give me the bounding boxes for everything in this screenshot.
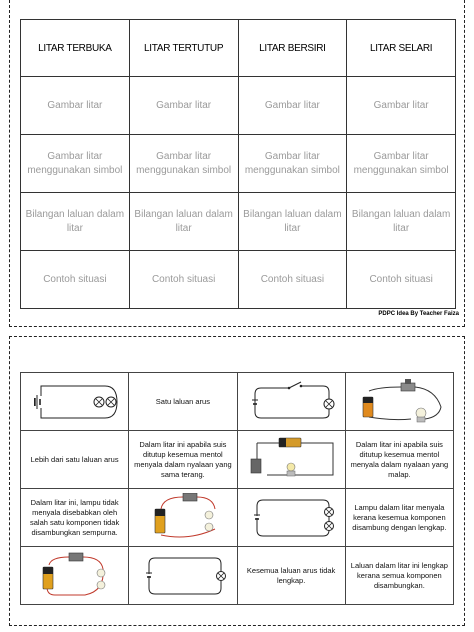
cell-gambar-simbol[interactable]: Gambar litar menggunakan simbol (129, 135, 238, 193)
cell-contoh-situasi[interactable]: Contoh situasi (21, 251, 130, 309)
card-text-lampu-menyala[interactable]: Lampu dalam litar menyala kerana kesemua komponen disambung dengan lengkap. (345, 489, 453, 547)
card-text-lampu-tidak[interactable]: Dalam litar ini, lampu tidak menyala disebabkan oleh salah satu komponen tidak disambungkan sempurna. (21, 489, 129, 547)
series-circuit-picture (25, 551, 125, 601)
battery-switch-bulb-picture (349, 377, 449, 427)
open-circuit-symbol-diagram (25, 380, 125, 424)
header-litar-terbuka: LITAR TERBUKA (21, 20, 130, 77)
card-lebih-laluan[interactable]: Lebih dari satu laluan arus (21, 431, 129, 489)
card-text-laluan-lengkap[interactable]: Laluan dalam litar ini lengkap kerana semua komponen disambungkan. (345, 547, 453, 605)
cell-gambar-litar[interactable]: Gambar litar (21, 77, 130, 135)
cell-gambar-litar[interactable]: Gambar litar (238, 77, 347, 135)
cell-gambar-simbol[interactable]: Gambar litar menggunakan simbol (21, 135, 130, 193)
card-closed-switch-symbol[interactable] (237, 373, 345, 431)
card-series-picture[interactable] (21, 547, 129, 605)
cell-bilangan-laluan[interactable]: Bilangan laluan dalam litar (347, 193, 456, 251)
parallel-circuit-picture (241, 435, 341, 485)
cell-bilangan-laluan[interactable]: Bilangan laluan dalam litar (238, 193, 347, 251)
cell-bilangan-laluan[interactable]: Bilangan laluan dalam litar (21, 193, 130, 251)
card-text-siri-tertutup[interactable]: Dalam litar ini apabila suis ditutup kesemua mentol menyala dalam nyalaan yang sama terang. (129, 431, 237, 489)
cell-contoh-situasi[interactable]: Contoh situasi (129, 251, 238, 309)
header-litar-bersiri: LITAR BERSIRI (238, 20, 347, 77)
card-broken-picture[interactable] (129, 489, 237, 547)
broken-circuit-picture (133, 493, 233, 543)
card-switch-battery-picture[interactable] (345, 373, 453, 431)
cell-gambar-simbol[interactable]: Gambar litar menggunakan simbol (238, 135, 347, 193)
card-parallel-picture[interactable] (237, 431, 345, 489)
credit-text: PDPC Idea By Teacher Faiza (378, 311, 459, 317)
cell-gambar-litar[interactable]: Gambar litar (129, 77, 238, 135)
card-open-circuit-symbol[interactable] (21, 373, 129, 431)
series-circuit-symbol-diagram (241, 494, 341, 542)
open-switch-symbol-diagram (133, 552, 233, 600)
switch-circuit-symbol-diagram (241, 380, 341, 424)
card-series-symbol[interactable] (237, 489, 345, 547)
cell-gambar-litar[interactable]: Gambar litar (347, 77, 456, 135)
card-open-switch-symbol[interactable] (129, 547, 237, 605)
header-litar-selari: LITAR SELARI (347, 20, 456, 77)
cutout-cards-table (20, 372, 454, 605)
cell-contoh-situasi[interactable]: Contoh situasi (238, 251, 347, 309)
header-litar-tertutup: LITAR TERTUTUP (129, 20, 238, 77)
cell-contoh-situasi[interactable]: Contoh situasi (347, 251, 456, 309)
card-text-tidak-lengkap[interactable]: Kesemua laluan arus tidak lengkap. (237, 547, 345, 605)
cell-bilangan-laluan[interactable]: Bilangan laluan dalam litar (129, 193, 238, 251)
card-satu-laluan[interactable]: Satu laluan arus (129, 373, 237, 431)
cell-gambar-simbol[interactable]: Gambar litar menggunakan simbol (347, 135, 456, 193)
worksheet-table (20, 19, 456, 309)
card-text-selari-malap[interactable]: Dalam litar ini apabila suis ditutup kesemua mentol menyala dalam nyalaan yang malap. (345, 431, 453, 489)
